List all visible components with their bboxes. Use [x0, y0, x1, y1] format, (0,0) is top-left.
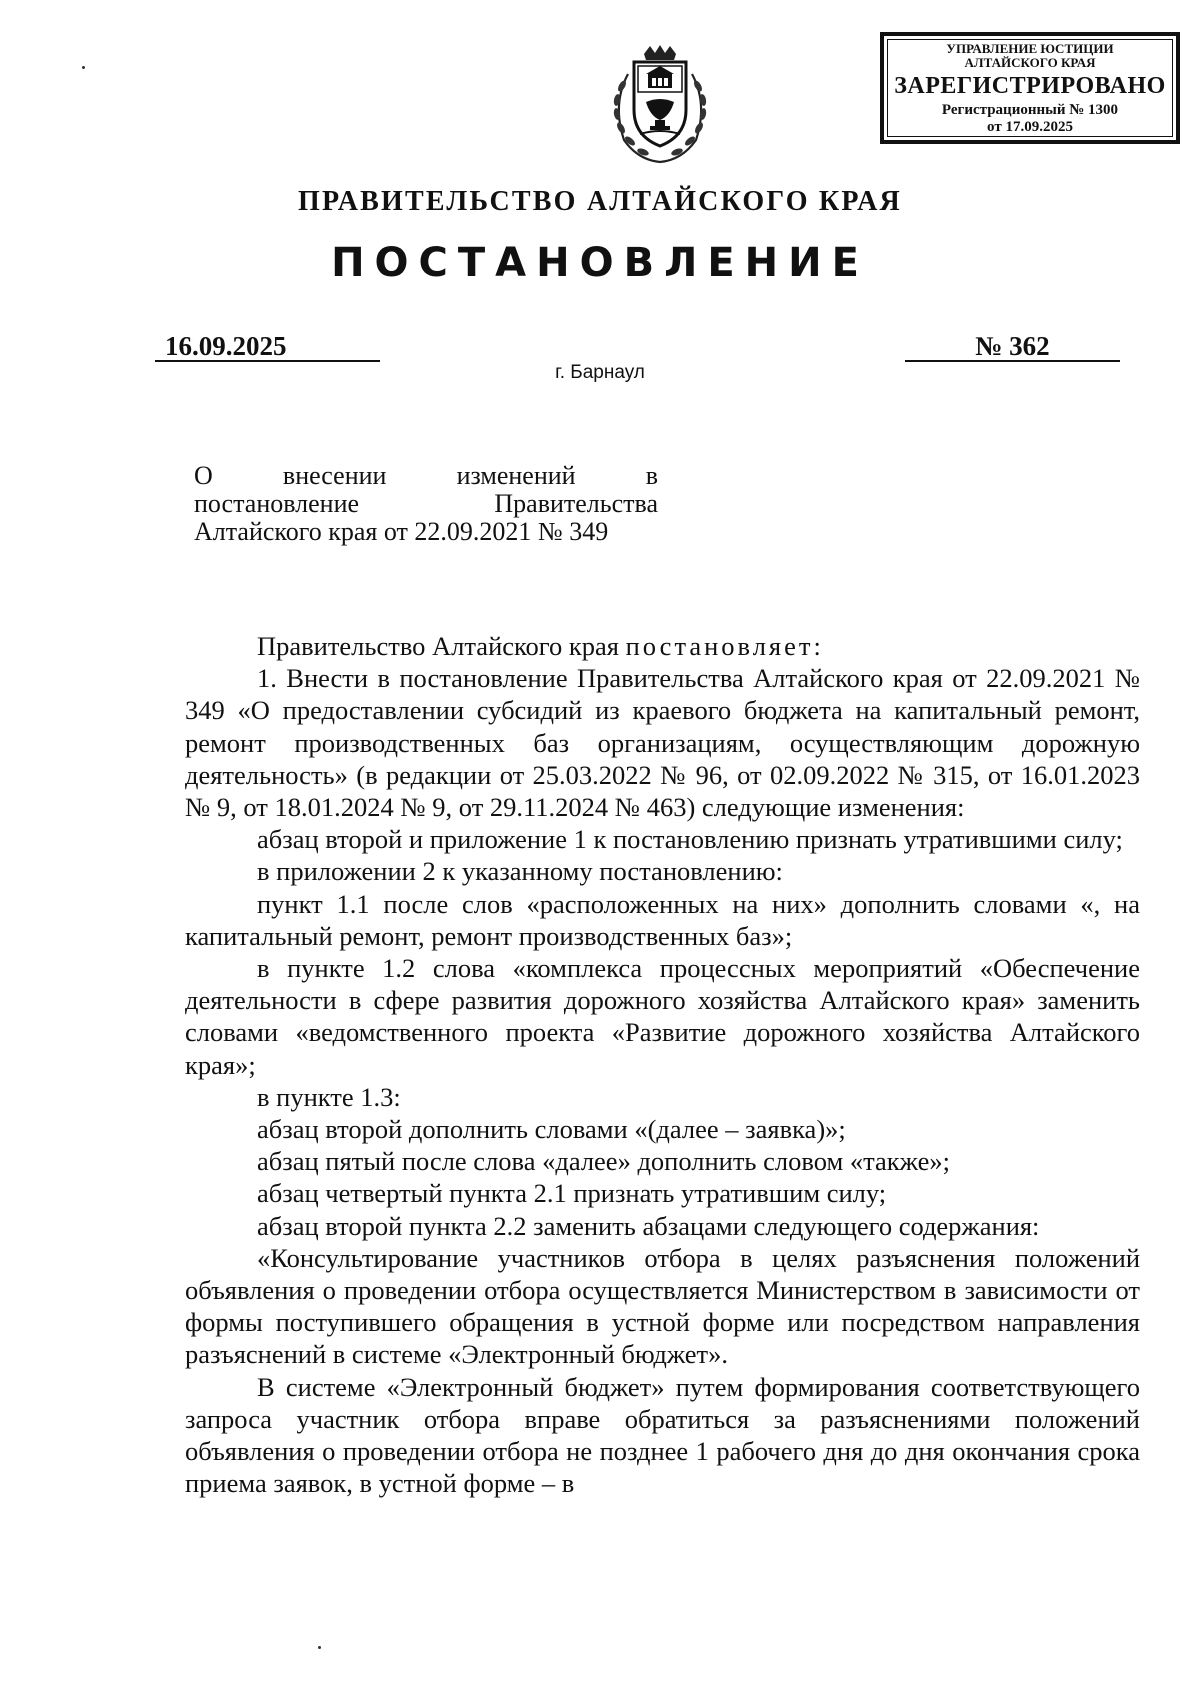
subject-line: О внесении изменений в — [194, 461, 658, 490]
body-paragraph: «Консультирование участников отбора в целях разъяснения положений объявления о проведении отбора осуществляется Министерством в зависимости от формы поступившего обращения в устной форме или посредством направления разъяснений в системе «Электронный бюджет». — [185, 1242, 1140, 1370]
document-date: 16.09.2025 — [155, 330, 380, 362]
government-title: ПРАВИТЕЛЬСТВО АЛТАЙСКОГО КРАЯ — [298, 186, 902, 217]
body-paragraph: абзац второй и приложение 1 к постановлению признать утратившими силу; — [257, 824, 1123, 855]
stamp-reg-date: от 17.09.2025 — [987, 119, 1073, 135]
document-city: г. Барнаул — [555, 362, 645, 383]
body-paragraph: в пункте 1.2 слова «комплекса процессных мероприятий «Обеспечение деятельности в сфере развития дорожного хозяйства Алтайского края» заменить словами «ведомственного проекта «Развитие дорожного хозяйства Алтайского края»; — [185, 953, 1140, 1080]
document-type-title: ПОСТАНОВЛЕНИЕ — [331, 240, 869, 286]
coat-of-arms-emblem — [598, 44, 722, 168]
intro-colon: : — [813, 631, 821, 661]
body-paragraph: 1. Внести в постановление Правительства Алтайского края от 22.09.2021 № 349 «О предоставлении субсидий из краевого бюджета на капитальный ремонт, ремонт производственных баз организациям, осуществляющим дорожную деятельность» (в редакции от 25.03.2022 № 96, от 02.09.2022 № 315, от 16.01.2023 № 9, от 18.01.2024 № 9, от 29.11.2024 № 463) следующие изменения: — [185, 663, 1140, 823]
body-paragraph: абзац четвертый пункта 2.1 признать утратившим силу; — [257, 1178, 887, 1209]
body-paragraph: абзац второй дополнить словами «(далее – заявка)»; — [257, 1114, 846, 1145]
subject-line: Алтайского края от 22.09.2021 № 349 — [194, 517, 609, 546]
stamp-authority-line2: АЛТАЙСКОГО КРАЯ — [964, 55, 1096, 70]
body-intro — [185, 630, 1140, 662]
body-paragraph: абзац пятый после слова «далее» дополнить словом «также»; — [257, 1146, 950, 1177]
document-body — [185, 630, 1140, 1499]
intro-verb: постановляет — [625, 631, 814, 661]
registration-stamp — [880, 32, 1180, 144]
body-paragraph: в пункте 1.3: — [257, 1081, 401, 1112]
body-paragraph: абзац второй пункта 2.2 заменить абзацами следующего содержания: — [257, 1210, 1040, 1241]
body-paragraph: пункт 1.1 после слов «расположенных на них» дополнить словами «, на капитальный ремонт, ремонт производственных баз»; — [185, 888, 1140, 951]
stamp-authority-line1: УПРАВЛЕНИЕ ЮСТИЦИИ — [946, 41, 1114, 56]
document-subject — [194, 462, 658, 546]
scan-speck — [318, 1646, 321, 1649]
body-paragraph: в приложении 2 к указанному постановлению: — [257, 856, 783, 887]
intro-text: Правительство Алтайского края — [257, 631, 626, 661]
scan-speck — [82, 66, 85, 69]
subject-line: постановление Правительства — [194, 489, 658, 518]
document-number: № 362 — [905, 330, 1120, 362]
stamp-status: ЗАРЕГИСТРИРОВАНО — [894, 73, 1166, 99]
body-paragraph: В системе «Электронный бюджет» путем формирования соответствующего запроса участник отбора вправе обратиться за разъяснениями положений объявления о проведении отбора не позднее 1 рабочего дня до дня окончания срока приема заявок, в устной форме – в — [185, 1371, 1140, 1499]
stamp-reg-number: Регистрационный № 1300 — [941, 102, 1119, 118]
